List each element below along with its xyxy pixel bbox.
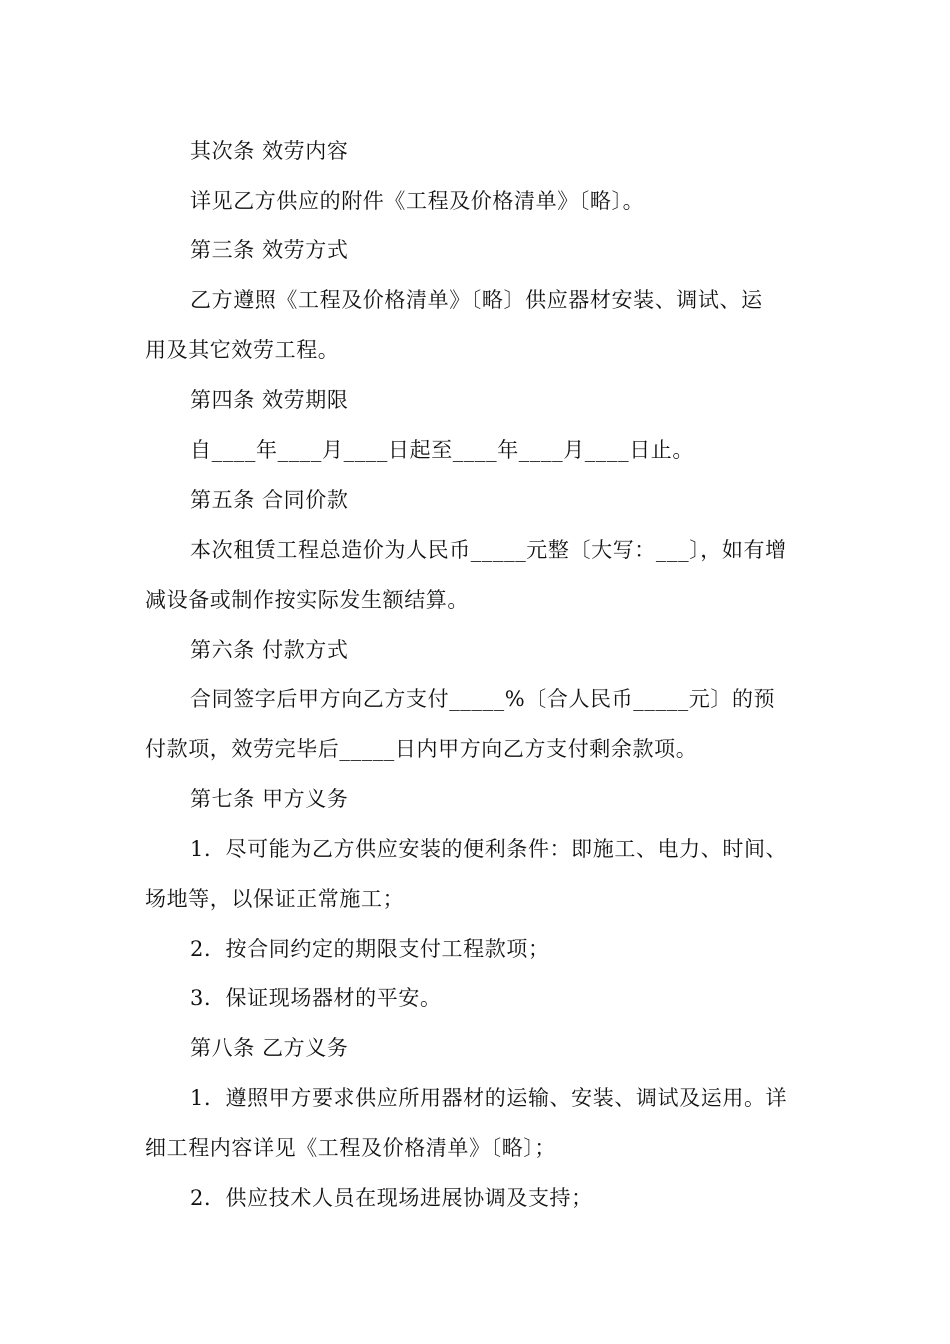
- article-6-heading: 第六条 付款方式: [190, 638, 349, 662]
- article-2-body: 详见乙方供应的附件《工程及价格清单》〔略〕。: [190, 189, 645, 213]
- article-7-item-1-line-1: 1．尽可能为乙方供应安装的便利条件：即施工、电力、时间、: [190, 837, 788, 861]
- article-5-body-line-2: 减设备或制作按实际发生额结算。: [145, 588, 469, 612]
- article-3-heading: 第三条 效劳方式: [190, 238, 349, 262]
- article-7-item-3: 3．保证现场器材的平安。: [190, 986, 442, 1010]
- article-5-heading: 第五条 合同价款: [190, 488, 349, 512]
- article-7-item-1-line-2: 场地等，以保证正常施工；: [145, 887, 405, 911]
- article-3-body-line-1: 乙方遵照《工程及价格清单》〔略〕供应器材安装、调试、运: [190, 288, 763, 312]
- article-8-item-1-line-1: 1．遵照甲方要求供应所用器材的运输、安装、调试及运用。详: [190, 1086, 788, 1110]
- article-8-item-2: 2．供应技术人员在现场进展协调及支持；: [190, 1186, 593, 1210]
- article-3-body-line-2: 用及其它效劳工程。: [145, 338, 340, 362]
- article-2-heading: 其次条 效劳内容: [190, 139, 349, 163]
- article-6-body-line-2: 付款项，效劳完毕后_____日内甲方向乙方支付剩余款项。: [145, 737, 698, 761]
- article-7-item-2: 2．按合同约定的期限支付工程款项；: [190, 937, 550, 961]
- article-4-heading: 第四条 效劳期限: [190, 388, 349, 412]
- article-8-heading: 第八条 乙方义务: [190, 1036, 349, 1060]
- article-7-heading: 第七条 甲方义务: [190, 787, 349, 811]
- article-6-body-line-1: 合同签字后甲方向乙方支付_____%〔合人民币_____元〕的预: [190, 687, 776, 711]
- article-5-body-line-1: 本次租赁工程总造价为人民币_____元整〔大写：___〕，如有增: [190, 538, 787, 562]
- article-8-item-1-line-2: 细工程内容详见《工程及价格清单》〔略〕；: [145, 1136, 556, 1160]
- article-4-body: 自____年____月____日起至____年____月____日止。: [190, 438, 694, 462]
